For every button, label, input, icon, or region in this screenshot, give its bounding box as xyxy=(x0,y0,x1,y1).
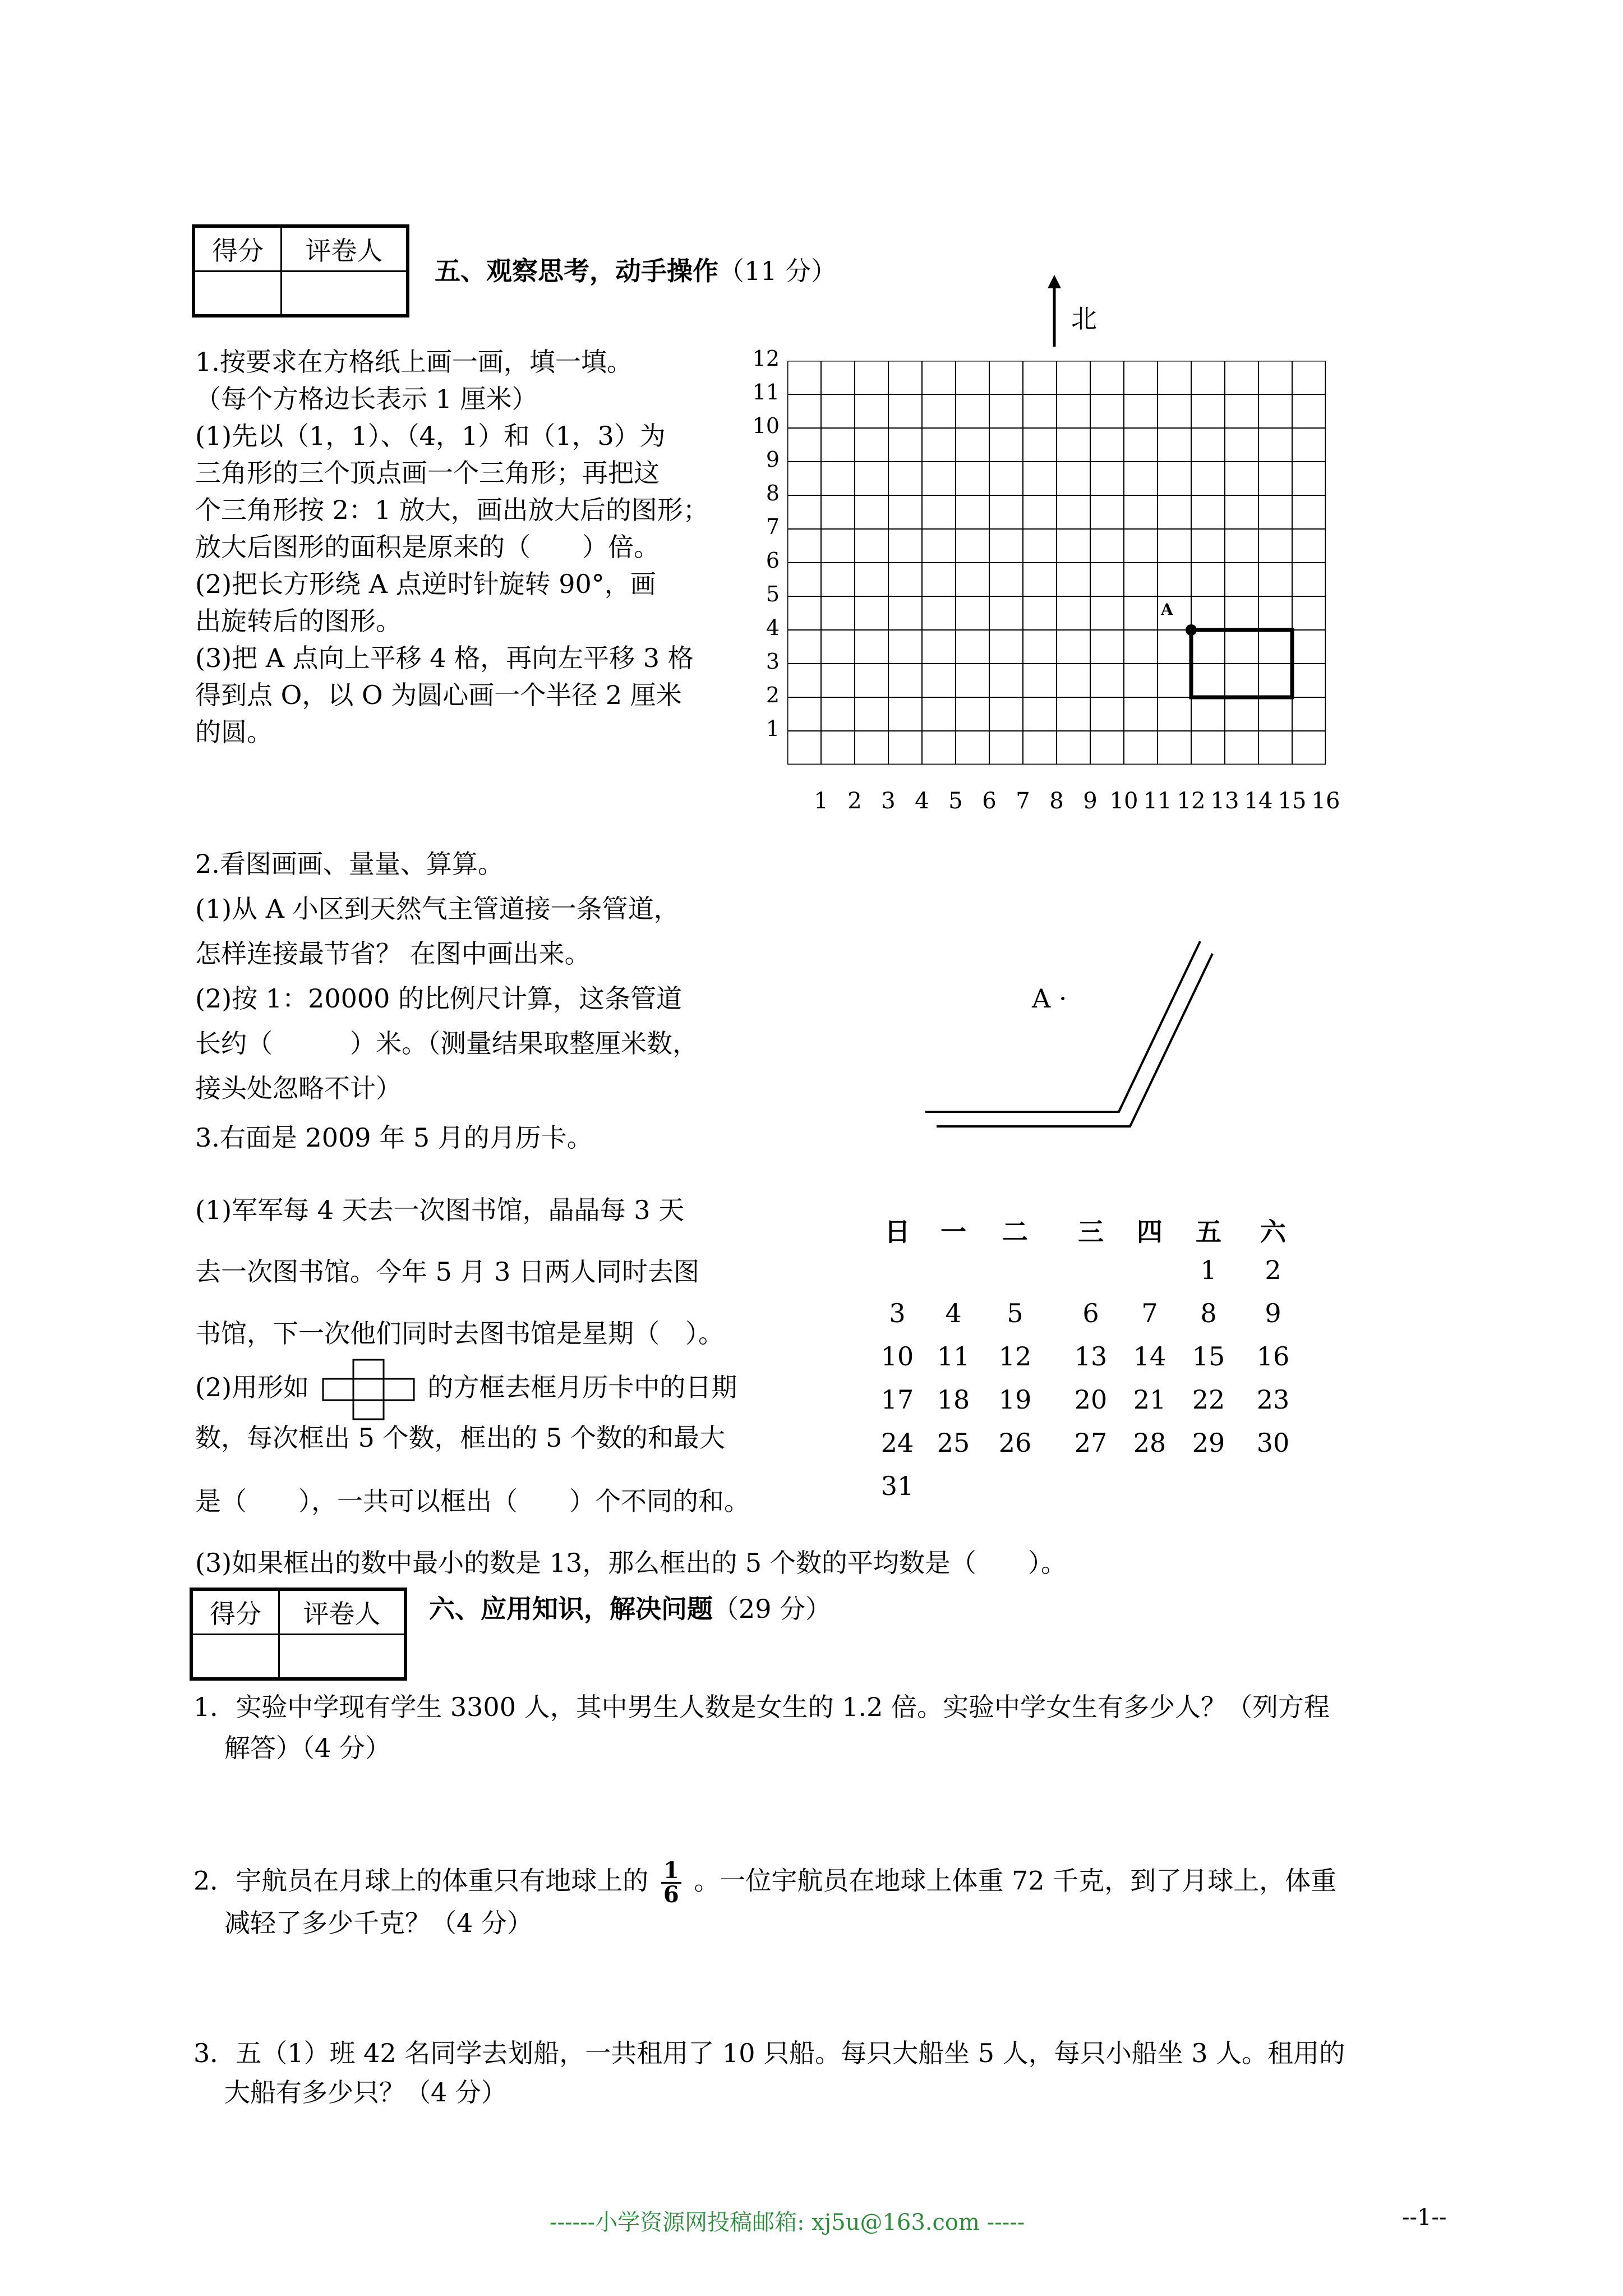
calendar-day: 14 xyxy=(1133,1341,1166,1372)
calendar-day: 11 xyxy=(937,1341,970,1372)
y-axis-label: 9 xyxy=(766,447,780,472)
calendar-day: 23 xyxy=(1256,1384,1290,1415)
x-axis-label: 13 xyxy=(1210,788,1239,814)
calendar-day: 10 xyxy=(880,1341,914,1372)
q3-intro: 3.右面是 2009 年 5 月的月历卡。 xyxy=(195,1122,593,1153)
section5-title: 五、观察思考，动手操作 xyxy=(435,256,718,286)
y-axis-label: 7 xyxy=(766,514,780,539)
calendar-day: 6 xyxy=(1082,1298,1099,1328)
q1-line: 三角形的三个顶点画一个三角形；再把这 xyxy=(195,458,660,488)
q1-line: 放大后图形的面积是原来的（ ）倍。 xyxy=(195,532,660,562)
calendar-day: 13 xyxy=(1074,1341,1108,1372)
point-a-label: A xyxy=(1161,600,1173,619)
q1-line: (3)把 A 点向上平移 4 格，再向左平移 3 格 xyxy=(195,643,694,673)
y-axis-label: 10 xyxy=(752,413,780,438)
calendar-day: 22 xyxy=(1192,1384,1225,1415)
calendar-day: 28 xyxy=(1133,1428,1166,1458)
question-2 xyxy=(195,841,698,1111)
calendar-day: 2 xyxy=(1265,1255,1281,1285)
problem-3-line2: 大船有多少只？（4 分） xyxy=(224,2077,507,2108)
calendar-day: 30 xyxy=(1256,1428,1290,1458)
problem-1-line1: 1．实验中学现有学生 3300 人，其中男生人数是女生的 1.2 倍。实验中学女生有多少人？（列方程 xyxy=(193,1692,1330,1722)
y-axis-label: 1 xyxy=(766,716,780,741)
x-axis-label: 16 xyxy=(1311,788,1340,814)
x-axis-label: 8 xyxy=(1049,788,1064,814)
calendar-day: 12 xyxy=(998,1341,1032,1372)
score-box-section5 xyxy=(192,224,409,318)
section6-points: （29 分） xyxy=(713,1594,832,1624)
section5-points: （11 分） xyxy=(718,256,837,286)
y-axis-label: 2 xyxy=(766,683,780,707)
q1-line: 得到点 O，以 O 为圆心画一个半径 2 厘米 xyxy=(195,680,682,710)
score-cell[interactable] xyxy=(191,1634,279,1679)
calendar-day: 29 xyxy=(1192,1428,1225,1458)
y-axis-label: 5 xyxy=(766,582,780,606)
calendar-day: 26 xyxy=(998,1428,1032,1458)
x-axis-label: 14 xyxy=(1244,788,1273,814)
calendar-day: 17 xyxy=(880,1384,914,1415)
calendar-day: 31 xyxy=(880,1471,914,1501)
x-axis-label: 4 xyxy=(915,788,929,814)
q2-line: (2)按 1：20000 的比例尺计算，这条管道 xyxy=(195,983,683,1014)
calendar-day: 24 xyxy=(880,1428,914,1458)
grid-paper[interactable] xyxy=(787,361,1326,765)
q3-shape-line xyxy=(195,1359,737,1420)
score-header: 得分 xyxy=(191,1589,279,1634)
calendar-weekday-header: 四 xyxy=(1137,1217,1163,1247)
section6-heading xyxy=(429,1593,831,1625)
gas-pipeline-diagram[interactable] xyxy=(920,937,1223,1139)
grader-cell[interactable] xyxy=(279,1634,406,1679)
x-axis-label: 10 xyxy=(1109,788,1138,814)
score-header: 得分 xyxy=(193,226,282,271)
calendar-day: 20 xyxy=(1074,1384,1108,1415)
q2-line: 怎样连接最节省？ 在图中画出来。 xyxy=(195,938,591,969)
score-box-section6 xyxy=(190,1588,407,1681)
score-cell[interactable] xyxy=(193,271,282,316)
problem-2-text-a: 2．宇航员在月球上的体重只有地球上的 xyxy=(193,1865,649,1896)
x-axis-label: 12 xyxy=(1177,788,1206,814)
calendar-day: 27 xyxy=(1074,1428,1108,1458)
q2-line: 2.看图画画、量量、算算。 xyxy=(195,849,504,879)
q1-line: (2)把长方形绕 A 点逆时针旋转 90°，画 xyxy=(195,569,656,599)
q1-line: (1)先以（1，1）、（4，1）和（1，3）为 xyxy=(195,421,666,451)
x-axis-label: 9 xyxy=(1083,788,1098,814)
q2-line: 长约（ ）米。（测量结果取整厘米数， xyxy=(195,1028,698,1059)
footer-text: ------小学资源网投稿邮箱: xj5u@163.com ----- xyxy=(550,2210,1025,2235)
section6-title: 六、应用知识，解决问题 xyxy=(429,1594,713,1624)
q3-line: 数，每次框出 5 个数，框出的 5 个数的和最大 xyxy=(195,1423,726,1453)
y-axis-label: 6 xyxy=(766,548,780,573)
calendar-weekday-header: 三 xyxy=(1078,1217,1104,1247)
problem-1-line2: 解答）（4 分） xyxy=(224,1733,391,1763)
calendar-day: 1 xyxy=(1200,1255,1217,1285)
page-number: --1-- xyxy=(1402,2205,1447,2230)
grader-cell[interactable] xyxy=(282,271,408,316)
calendar-day: 4 xyxy=(945,1298,962,1328)
grader-header: 评卷人 xyxy=(282,226,408,271)
point-a-marker xyxy=(1186,624,1197,636)
q3-line: 去一次图书馆。今年 5 月 3 日两人同时去图 xyxy=(195,1257,700,1287)
calendar-day: 3 xyxy=(889,1298,906,1328)
problem-2-line2: 减轻了多少千克？（4 分） xyxy=(224,1908,533,1938)
y-axis-label: 8 xyxy=(766,481,780,505)
question-1 xyxy=(195,343,709,751)
q1-line: 的圆。 xyxy=(195,717,273,747)
x-axis-label: 11 xyxy=(1143,788,1172,814)
calendar-day: 7 xyxy=(1141,1298,1158,1328)
q1-line: （每个方格边长表示 1 厘米） xyxy=(195,384,538,414)
calendar-weekday-header: 五 xyxy=(1196,1217,1221,1247)
q2-line: (1)从 A 小区到天然气主管道接一条管道， xyxy=(195,894,680,924)
x-axis-label: 2 xyxy=(847,788,862,814)
calendar-day: 15 xyxy=(1192,1341,1225,1372)
x-axis-label: 1 xyxy=(814,788,828,814)
fraction-denominator: 6 xyxy=(663,1881,679,1908)
calendar-day: 18 xyxy=(937,1384,970,1415)
question-3 xyxy=(195,1179,724,1364)
calendar-day: 16 xyxy=(1256,1341,1290,1372)
calendar-weekday-header: 日 xyxy=(884,1217,910,1247)
problem-2-line1 xyxy=(193,1857,1337,1908)
q3-line: 是（ ），一共可以框出（ ）个不同的和。 xyxy=(195,1486,750,1516)
q3-line: (3)如果框出的数中最小的数是 13，那么框出的 5 个数的平均数是（ ）。 xyxy=(195,1548,1067,1578)
fraction-one-sixth xyxy=(661,1857,681,1908)
section5-heading xyxy=(435,255,837,287)
calendar-day: 5 xyxy=(1007,1298,1023,1328)
y-axis-label: 4 xyxy=(766,615,780,640)
calendar-weekday-header: 六 xyxy=(1260,1217,1286,1247)
q1-line: 出旋转后的图形。 xyxy=(195,606,402,636)
problem-2-text-b: 。一位宇航员在地球上体重 72 千克，到了月球上，体重 xyxy=(694,1865,1337,1896)
q3-shape-line-b: 的方框去框月历卡中的日期 xyxy=(427,1372,737,1402)
x-axis-label: 15 xyxy=(1278,788,1307,814)
community-a-label: A · xyxy=(1032,983,1067,1014)
calendar-day: 19 xyxy=(998,1384,1032,1415)
x-axis-label: 3 xyxy=(881,788,896,814)
y-axis-label: 12 xyxy=(752,346,780,371)
q1-line: 个三角形按 2：1 放大，画出放大后的图形； xyxy=(195,495,709,525)
q2-line: 接头处忽略不计） xyxy=(195,1073,402,1103)
q3-shape-line-a: (2)用形如 xyxy=(195,1372,310,1402)
calendar-day: 21 xyxy=(1133,1384,1166,1415)
calendar-day: 9 xyxy=(1265,1298,1281,1328)
calendar-weekday-header: 二 xyxy=(1002,1217,1028,1247)
x-axis-label: 6 xyxy=(982,788,997,814)
north-label: 北 xyxy=(1071,303,1097,334)
x-axis-label: 5 xyxy=(948,788,963,814)
north-arrow-icon xyxy=(1043,275,1066,350)
q3-line: 书馆，下一次他们同时去图书馆是星期（ ）。 xyxy=(195,1318,724,1349)
calendar-weekday-header: 一 xyxy=(940,1217,966,1247)
problem-3-line1: 3．五（1）班 42 名同学去划船，一共租用了 10 只船。每只大船坐 5 人，每只小船坐 3 人。租用的 xyxy=(193,2038,1345,2068)
y-axis-label: 11 xyxy=(752,380,780,404)
grader-header: 评卷人 xyxy=(279,1589,406,1634)
calendar-day: 25 xyxy=(937,1428,970,1458)
q3-line: (1)军军每 4 天去一次图书馆，晶晶每 3 天 xyxy=(195,1195,685,1225)
calendar-day: 8 xyxy=(1200,1298,1217,1328)
plus-shape-icon xyxy=(321,1359,416,1420)
q1-line: 1.按要求在方格纸上画一画，填一填。 xyxy=(195,347,633,377)
y-axis-label: 3 xyxy=(766,649,780,674)
x-axis-label: 7 xyxy=(1016,788,1030,814)
fraction-numerator: 1 xyxy=(661,1860,681,1884)
